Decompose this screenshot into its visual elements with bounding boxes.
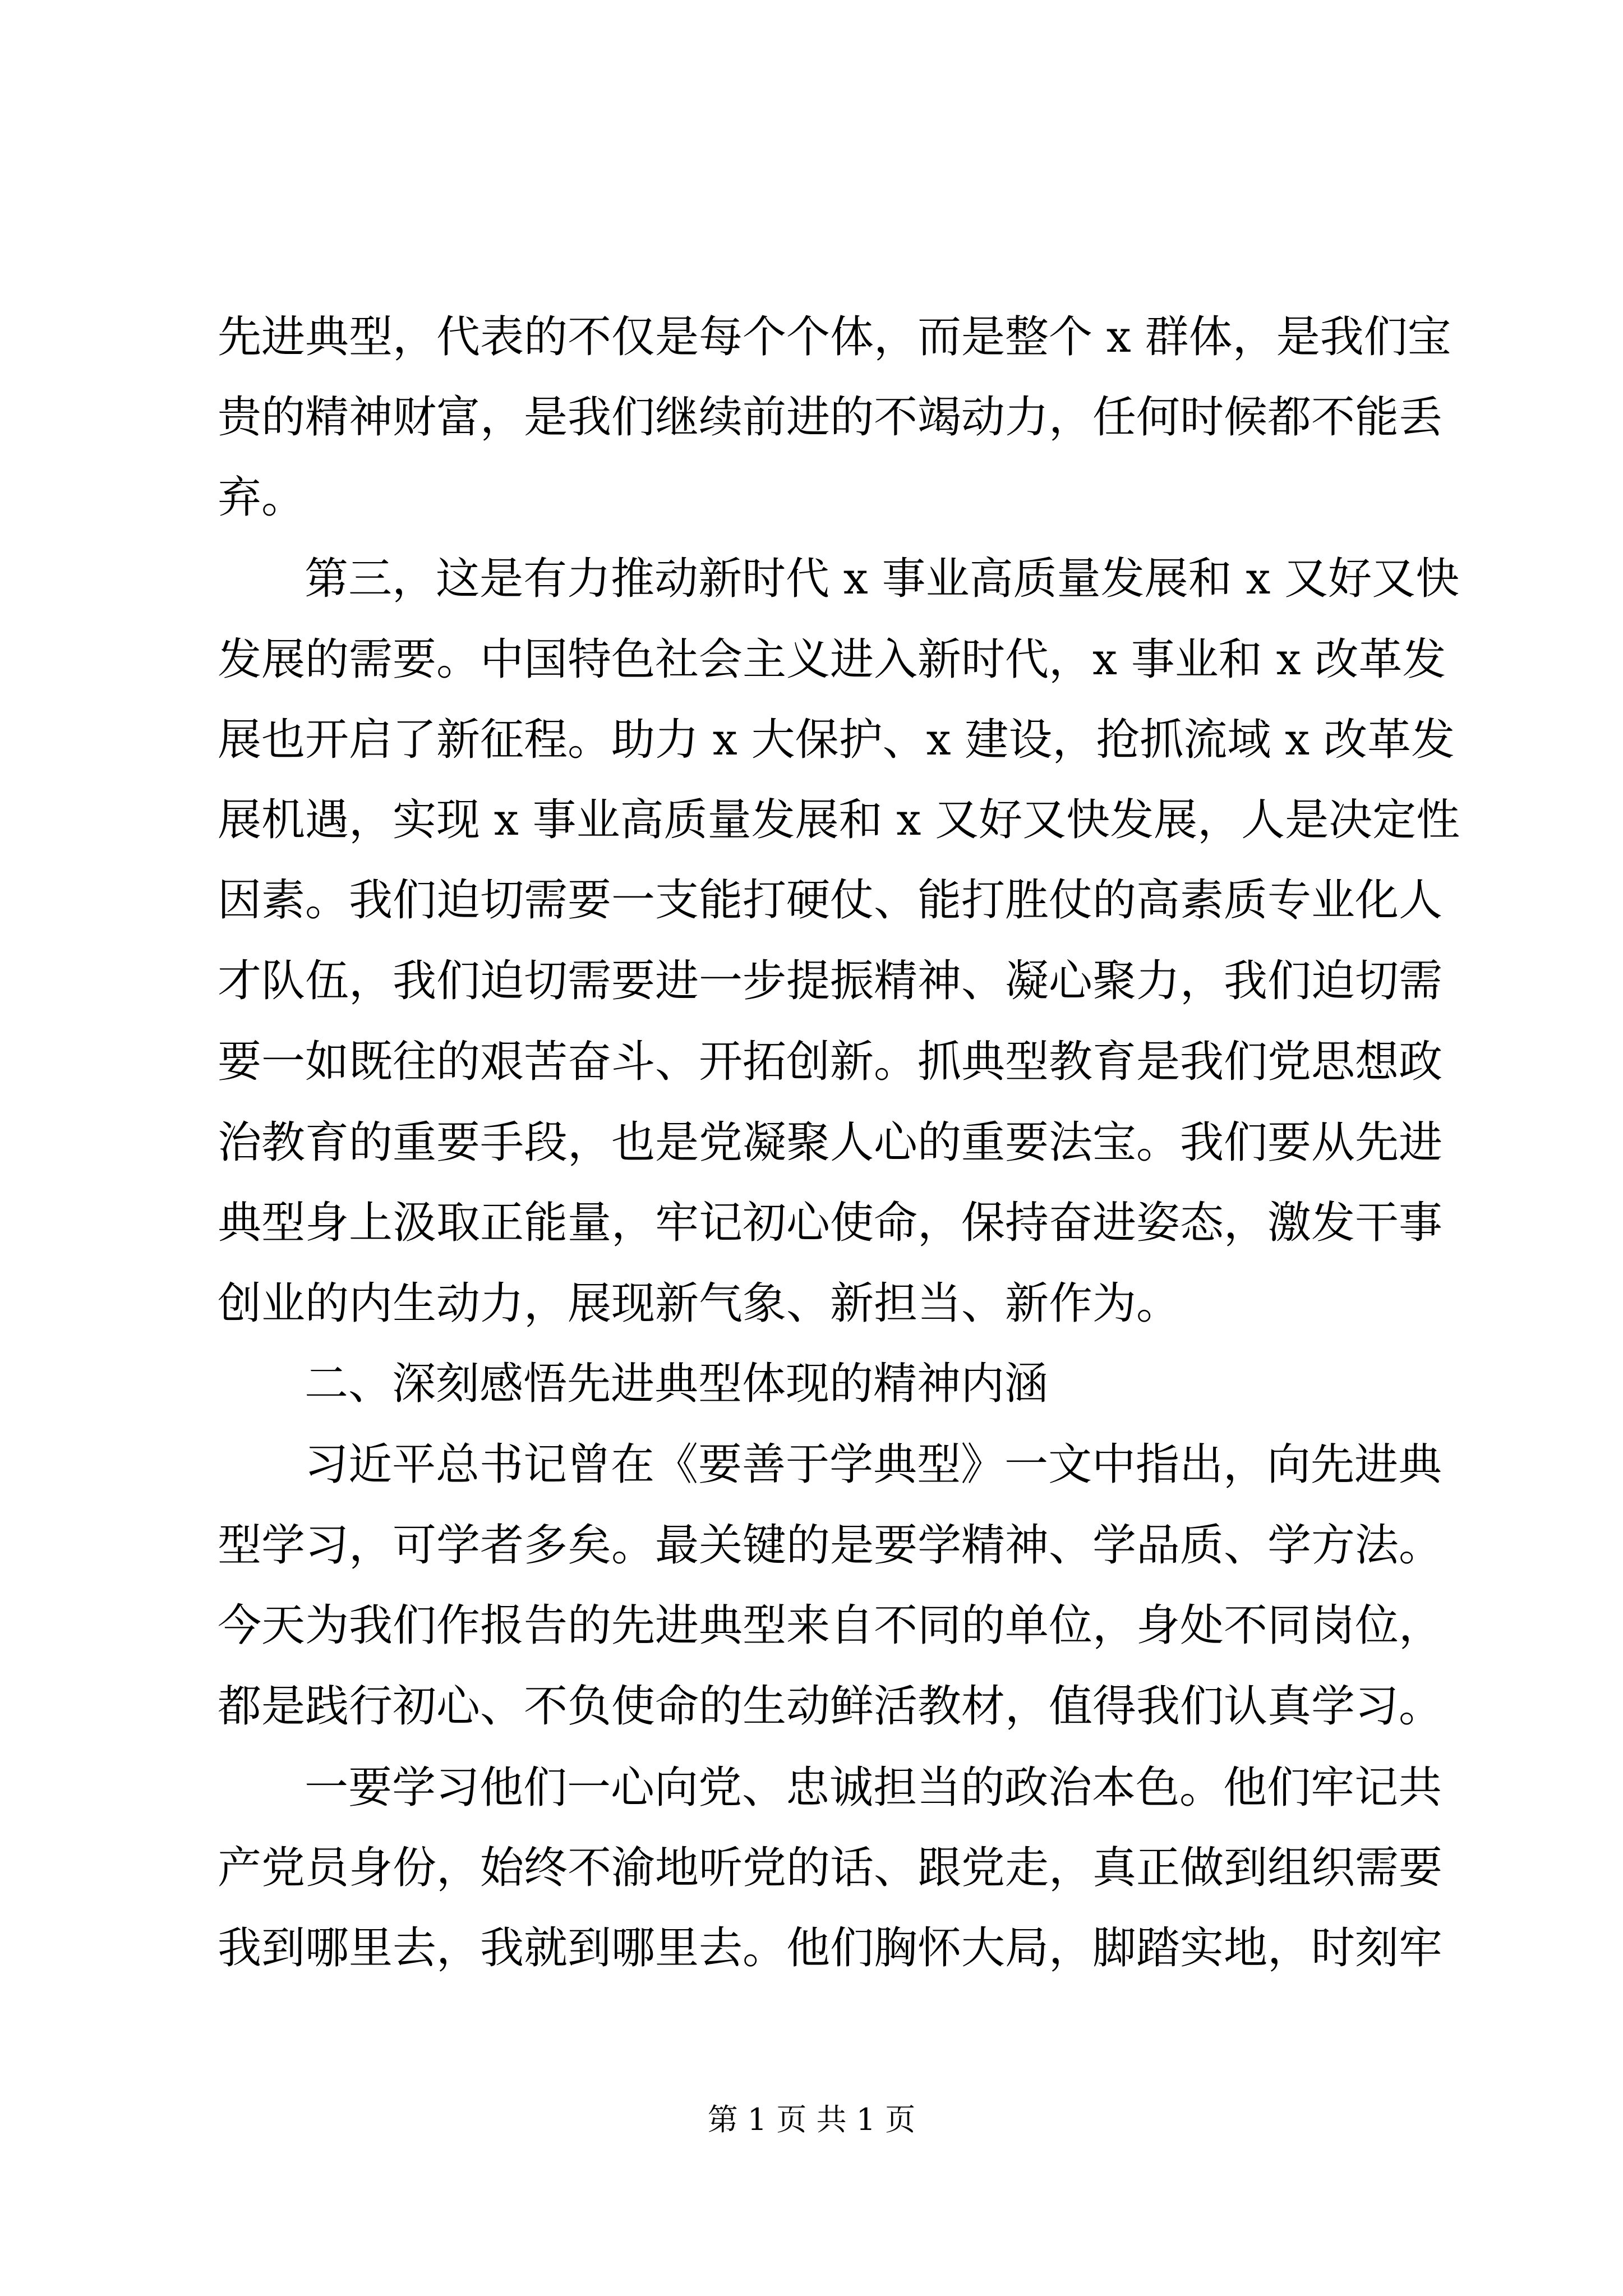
text-line: 才队伍，我们迫切需要进一步提振精神、凝心聚力，我们迫切需 — [218, 956, 1443, 1006]
text-line: 因素。我们迫切需要一支能打硬仗、能打胜仗的高素质专业化人 — [218, 875, 1443, 926]
text-line: 贵的精神财富，是我们继续前进的不竭动力，任何时候都不能丢 — [218, 392, 1443, 443]
page-number-footer: 第 1 页 共 1 页 — [707, 2102, 916, 2137]
paragraph-first-line: 习近平总书记曾在《要善于学典型》一文中指出，向先进典 — [305, 1439, 1442, 1490]
text-line: 展机遇，实现 x 事业高质量发展和 x 又好又快发展，人是决定性 — [218, 795, 1460, 845]
paragraph-first-line: 第三，这是有力推动新时代 x 事业高质量发展和 x 又好又快 — [305, 554, 1460, 604]
text-line: 产党员身份，始终不渝地听党的话、跟党走，真正做到组织需要 — [218, 1843, 1443, 1893]
text-line: 创业的内生动力，展现新气象、新担当、新作为。 — [218, 1278, 1181, 1329]
text-line: 型学习，可学者多矣。最关键的是要学精神、学品质、学方法。 — [218, 1520, 1443, 1571]
text-line: 治教育的重要手段，也是党凝聚人心的重要法宝。我们要从先进 — [218, 1117, 1443, 1168]
text-line: 典型身上汲取正能量，牢记初心使命，保持奋进姿态，激发干事 — [218, 1198, 1443, 1248]
text-line: 我到哪里去，我就到哪里去。他们胸怀大局，脚踏实地，时刻牢 — [218, 1923, 1443, 1973]
text-line: 今天为我们作报告的先进典型来自不同的单位，身处不同岗位， — [218, 1600, 1443, 1651]
text-line: 要一如既往的艰苦奋斗、开拓创新。抓典型教育是我们党思想政 — [218, 1037, 1443, 1087]
text-line: 先进典型，代表的不仅是每个个体，而是整个 x 群体，是我们宝 — [218, 312, 1451, 362]
text-line: 弃。 — [218, 472, 306, 523]
text-line: 展也开启了新征程。助力 x 大保护、x 建设，抢抓流域 x 改革发 — [218, 715, 1455, 765]
text-line: 都是践行初心、不负使命的生动鲜活教材，值得我们认真学习。 — [218, 1681, 1443, 1732]
paragraph-first-line: 一要学习他们一心向党、忠诚担当的政治本色。他们牢记共 — [305, 1763, 1442, 1813]
section-heading: 二、深刻感悟先进典型体现的精神内涵 — [305, 1359, 1049, 1409]
text-line: 发展的需要。中国特色社会主义进入新时代，x 事业和 x 改革发 — [218, 634, 1446, 685]
